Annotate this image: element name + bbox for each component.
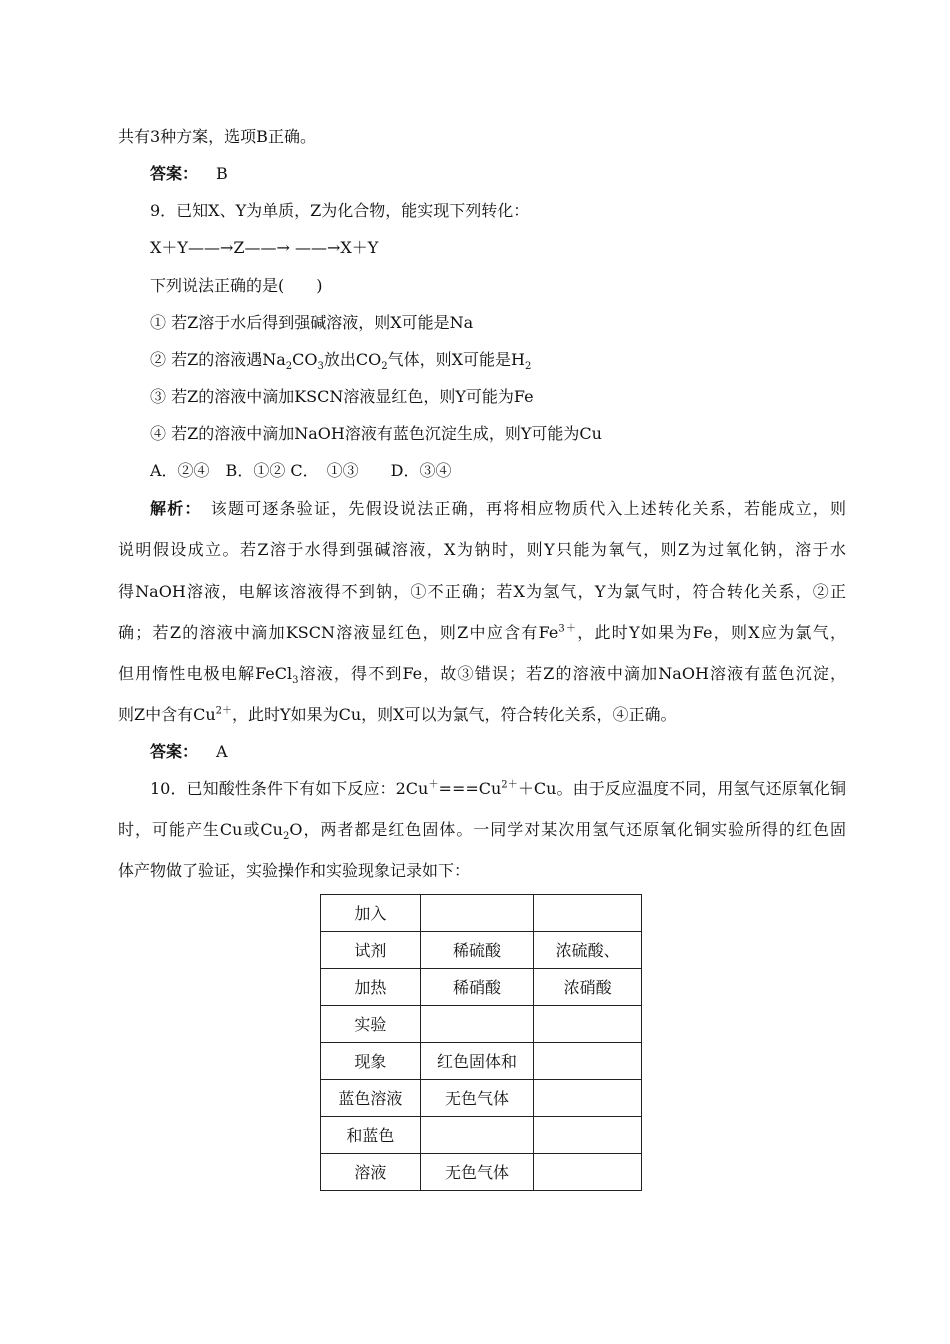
explanation-line: [118, 664, 846, 687]
explanation-line: [118, 705, 677, 725]
conversion-scheme: X＋Y——→Z——→ ——→X＋Y: [150, 238, 379, 257]
option-3: ③ 若Z的溶液中滴加KSCN溶液显红色，则Y可能为Fe: [150, 387, 534, 406]
answer-value: B: [216, 164, 228, 183]
option-2-text: ② 若Z的溶液遇Na: [150, 350, 286, 369]
table-cell: [534, 1154, 642, 1191]
answer-label: 答案：: [150, 164, 199, 183]
table-cell: 无色气体: [420, 1154, 534, 1191]
explanation-line: 说明假设成立。若Z溶于水得到强碱溶液，X为钠时，则Y只能为氧气，则Z为过氧化钠，溶于水: [118, 540, 846, 559]
explanation-line: [118, 623, 846, 643]
table-cell: 和蓝色: [321, 1117, 421, 1154]
table-cell: 稀硫酸: [420, 932, 534, 969]
superscript: 3＋: [558, 623, 578, 635]
subscript: 2: [285, 361, 293, 373]
explanation-label: 解析：: [150, 499, 194, 518]
table-row: [321, 1154, 642, 1191]
table-cell: 稀硝酸: [420, 969, 534, 1006]
question-text: ＋Cu。由于反应温度不同，用氢气还原氧化铜: [517, 779, 846, 798]
explanation-text: ，此时Y如果为Fe，则X应为氯气，: [577, 623, 846, 642]
table-cell: [420, 895, 534, 932]
question-text: ===Cu: [438, 779, 502, 798]
table-row: [321, 1006, 642, 1043]
table-row: [321, 932, 642, 969]
question-text: 10．已知酸性条件下有如下反应：2Cu: [150, 779, 429, 798]
choices: A．②④ B．①② C． ①③ D．③④: [150, 461, 452, 480]
option-2-text: 气体，则X可能是H: [387, 350, 525, 369]
table-row: [321, 969, 642, 1006]
experiment-table: [320, 894, 642, 1191]
table-cell: 加热: [321, 969, 421, 1006]
option-2: [150, 350, 532, 373]
question-9: 9．已知X、Y为单质，Z为化合物，能实现下列转化：: [150, 201, 530, 220]
explanation-line: [150, 499, 846, 519]
option-1: ① 若Z溶于水后得到强碱溶液，则X可能是Na: [150, 313, 474, 332]
table-cell: 红色固体和: [420, 1043, 534, 1080]
subscript: 2: [524, 361, 532, 373]
answer-9: [150, 742, 228, 762]
option-2-text: 放出CO: [323, 350, 382, 369]
table-cell: [534, 1080, 642, 1117]
explanation-text: 溶液，得不到Fe，故③错误；若Z的溶液中滴加NaOH溶液有蓝色沉淀，: [298, 664, 846, 683]
question-text: O，两者都是红色固体。一同学对某次用氢气还原氧化铜实验所得的红色固: [289, 820, 846, 839]
table-row: [321, 1080, 642, 1117]
table-row: [321, 895, 642, 932]
explanation-text: 确；若Z的溶液中滴加KSCN溶液显红色，则Z中应含有Fe: [118, 623, 559, 642]
question-ask: 下列说法正确的是( ): [150, 276, 323, 295]
superscript: 2＋: [501, 779, 518, 791]
table-row: [321, 1043, 642, 1080]
explanation-text: ，此时Y如果为Cu，则X可以为氯气，符合转化关系，④正确。: [232, 705, 677, 724]
question-text: 时，可能产生Cu或Cu: [118, 820, 283, 839]
table-cell: [420, 1117, 534, 1154]
table-cell: 浓硝酸: [534, 969, 642, 1006]
table-cell: 现象: [321, 1043, 421, 1080]
table-cell: [534, 895, 642, 932]
table-cell: [420, 1006, 534, 1043]
table-row: [321, 1117, 642, 1154]
table-cell: 溶液: [321, 1154, 421, 1191]
answer-value: A: [216, 742, 228, 761]
option-2-text: CO: [292, 350, 318, 369]
question-10-line: 体产物做了验证，实验操作和实验现象记录如下：: [118, 861, 471, 880]
answer-8: [150, 164, 228, 184]
table-cell: 实验: [321, 1006, 421, 1043]
table-cell: 试剂: [321, 932, 421, 969]
table-cell: 加入: [321, 895, 421, 932]
subscript: 3: [292, 675, 299, 687]
subscript: 3: [317, 361, 324, 373]
explanation-text: 该题可逐条验证，先假设说法正确，再将相应物质代入上述转化关系，若能成立，则: [193, 499, 846, 518]
option-4: ④ 若Z的溶液中滴加NaOH溶液有蓝色沉淀生成，则Y可能为Cu: [150, 424, 602, 443]
superscript: 2＋: [215, 705, 233, 717]
explanation-text: 但用惰性电极电解FeCl: [118, 664, 293, 683]
table-cell: 无色气体: [420, 1080, 534, 1117]
superscript: ＋: [428, 779, 439, 791]
table-cell: 蓝色溶液: [321, 1080, 421, 1117]
explanation-line: 得NaOH溶液，电解该溶液得不到钠，①不正确；若X为氢气，Y为氯气时，符合转化关系，②正: [118, 582, 846, 601]
question-10: [150, 779, 846, 799]
table-cell: [534, 1117, 642, 1154]
table-cell: 浓硫酸、: [534, 932, 642, 969]
question-10-line: [118, 820, 846, 843]
table-cell: [534, 1043, 642, 1080]
subscript: 2: [282, 831, 290, 843]
table-cell: [534, 1006, 642, 1043]
subscript: 2: [381, 361, 388, 373]
explanation-text: 则Z中含有Cu: [118, 705, 216, 724]
answer-label: 答案：: [150, 742, 199, 761]
text-line: 共有3种方案，选项B正确。: [118, 127, 316, 146]
